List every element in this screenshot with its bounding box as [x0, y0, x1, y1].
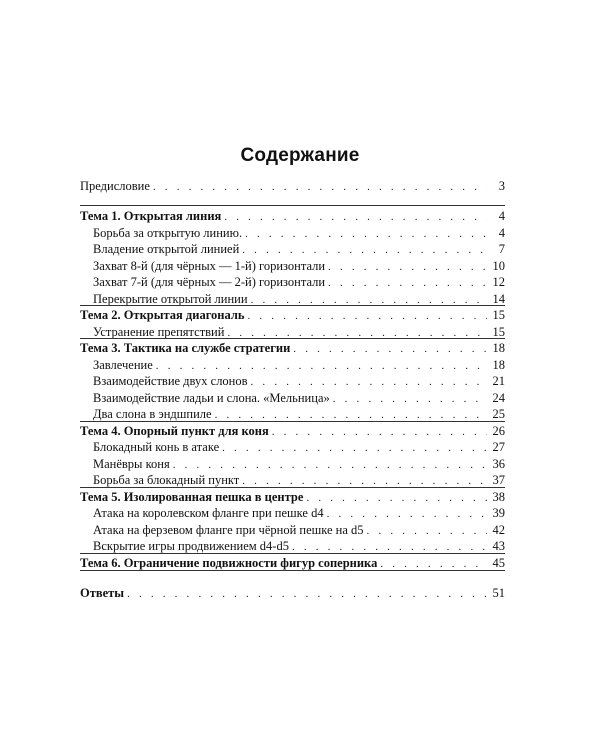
toc-entry[interactable] — [80, 521, 505, 539]
toc-entry[interactable] — [80, 422, 505, 440]
toc-entry-page: 38 — [487, 488, 505, 506]
toc-entry-label: Тема 1. Открытая линия — [80, 207, 224, 225]
toc-entry-label: Взаимодействие двух слонов — [80, 372, 251, 390]
divider — [80, 338, 505, 339]
toc-entry[interactable] — [80, 584, 505, 602]
toc-entry-page: 12 — [487, 273, 505, 291]
toc-entry-page: 4 — [487, 224, 505, 242]
toc-entry-label: Борьба за открытую линию. — [80, 224, 245, 242]
toc-entry[interactable] — [80, 372, 505, 390]
toc-entry-label: Тема 2. Открытая диагональ — [80, 306, 248, 324]
toc-entry-label: Захват 8-й (для чёрных — 1-й) горизонтали — [80, 257, 328, 275]
page-title: Содержание — [240, 145, 360, 166]
toc-entry-page: 14 — [487, 290, 505, 308]
toc-entry-page: 18 — [487, 356, 505, 374]
toc-entry-label: Тема 4. Опорный пункт для коня — [80, 422, 272, 440]
toc-entry-page: 15 — [487, 323, 505, 341]
toc-entry-label: Блокадный конь в атаке — [80, 438, 222, 456]
toc-entry-page: 42 — [487, 521, 505, 539]
toc-entry-label: Тема 5. Изолированная пешка в центре — [80, 488, 306, 506]
toc-entry-page: 24 — [487, 389, 505, 407]
toc-entry-page: 3 — [487, 177, 505, 195]
toc-entry[interactable] — [80, 389, 505, 407]
divider — [80, 487, 505, 488]
toc-entry[interactable] — [80, 455, 505, 473]
toc-entry-page: 45 — [487, 554, 505, 572]
dot-leader — [127, 585, 487, 603]
toc-entry-page: 10 — [487, 257, 505, 275]
toc-entry-page: 4 — [487, 207, 505, 225]
toc-entry-label: Предисловие — [80, 177, 153, 195]
toc-entry-label: Завлечение — [80, 356, 156, 374]
toc-entry-page: 36 — [487, 455, 505, 473]
toc-entry[interactable] — [80, 554, 505, 572]
toc-entry[interactable] — [80, 240, 505, 258]
toc-entry[interactable] — [80, 273, 505, 291]
toc-entry-label: Захват 7-й (для чёрных — 2-й) горизонтали — [80, 273, 328, 291]
divider — [80, 570, 505, 571]
divider — [80, 205, 505, 206]
toc-entry-label: Атака на ферзевом фланге при чёрной пешке на d5 — [80, 521, 367, 539]
toc-entry-page: 37 — [487, 471, 505, 489]
toc-entry[interactable] — [80, 306, 505, 324]
toc-entry-page: 7 — [487, 240, 505, 258]
toc-entry-label: Манёвры коня — [80, 455, 173, 473]
toc-entry-label: Взаимодействие ладьи и слона. «Мельница» — [80, 389, 333, 407]
divider — [80, 305, 505, 306]
toc-entry[interactable] — [80, 177, 505, 195]
toc-entry[interactable] — [80, 438, 505, 456]
toc-entry-label: Атака на королевском фланге при пешке d4 — [80, 504, 327, 522]
toc-entry-page: 18 — [487, 339, 505, 357]
toc-entry-page: 43 — [487, 537, 505, 555]
toc-entry-label: Ответы — [80, 584, 127, 602]
toc-entry-page: 39 — [487, 504, 505, 522]
toc-entry-label: Вскрытие игры продвижением d4-d5 — [80, 537, 292, 555]
dot-leader — [153, 178, 487, 196]
divider — [80, 421, 505, 422]
toc-entry-label: Тема 3. Тактика на службе стратегии — [80, 339, 293, 357]
toc-entry[interactable] — [80, 224, 505, 242]
toc-entry-label: Тема 6. Ограничение подвижности фигур соперника — [80, 554, 380, 572]
toc-entry[interactable] — [80, 339, 505, 357]
toc-entry[interactable] — [80, 488, 505, 506]
toc-entry-label: Владение открытой линией — [80, 240, 242, 258]
toc-entry-label: Два слона в эндшпиле — [80, 405, 215, 423]
toc-entry-page: 21 — [487, 372, 505, 390]
toc-entry-page: 25 — [487, 405, 505, 423]
toc-entry-label: Перекрытие открытой линии — [80, 290, 251, 308]
toc-entry-page: 51 — [487, 584, 505, 602]
toc-entry[interactable] — [80, 356, 505, 374]
toc-entry-label: Устранение препятствий — [80, 323, 227, 341]
toc-entry[interactable] — [80, 257, 505, 275]
toc-entry-label: Борьба за блокадный пункт — [80, 471, 242, 489]
toc-entry-page: 15 — [487, 306, 505, 324]
toc-entry-page: 26 — [487, 422, 505, 440]
toc-entry[interactable] — [80, 504, 505, 522]
divider — [80, 553, 505, 554]
toc-entry-page: 27 — [487, 438, 505, 456]
toc-entry[interactable] — [80, 207, 505, 225]
